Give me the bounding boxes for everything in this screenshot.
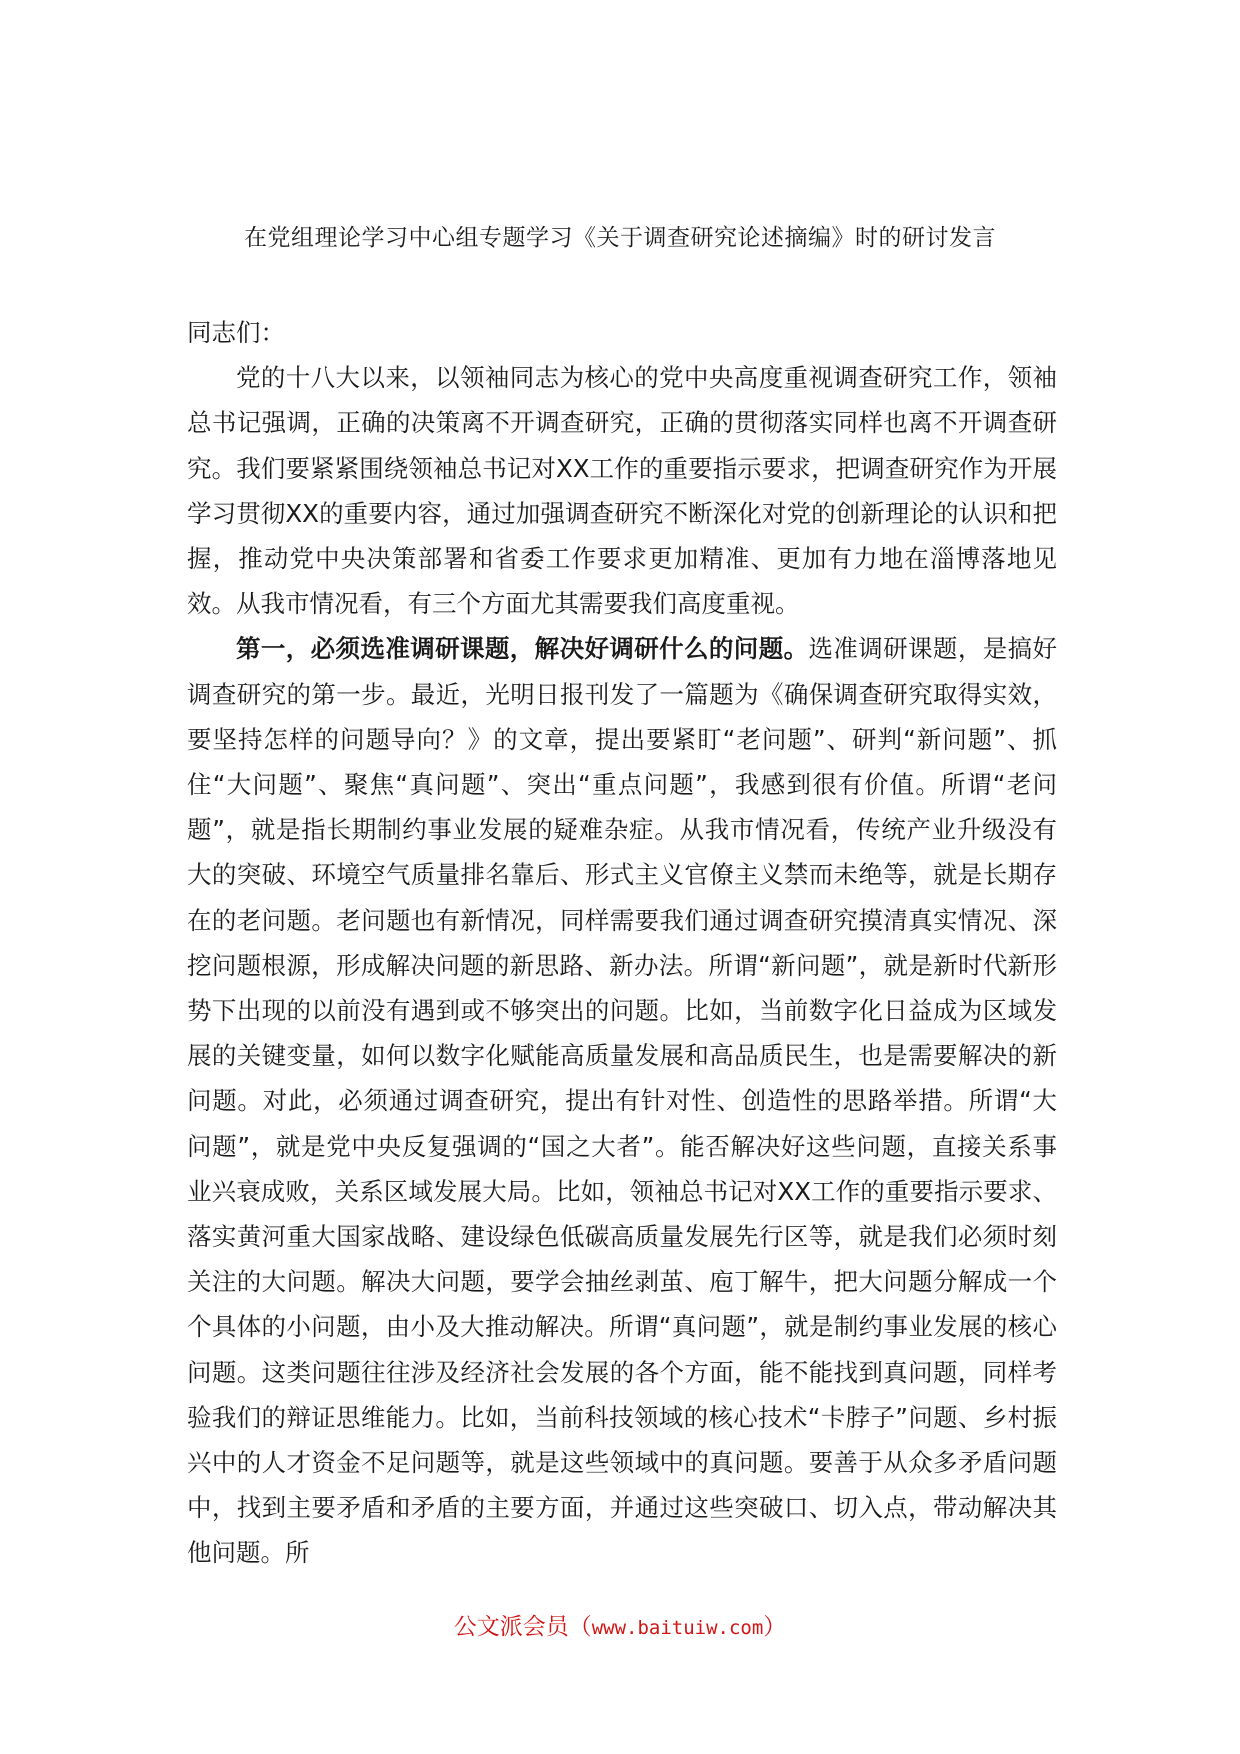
salutation: 同志们： [187,318,285,347]
footer-url: www.baituiw.com [591,1617,764,1639]
paragraph-intro: 党的十八大以来，以领袖同志为核心的党中央高度重视调查研究工作，领袖总书记强调，正确的决策离不开调查研究，正确的贯彻落实同样也离不开调查研究。我们要紧紧围绕领袖总书记对XX工作的重要指示要求，把调查研究作为开展学习贯彻XX的重要内容，通过加强调查研究不断深化对党的创新理论的认识和把握，推动党中央决策部署和省委工作要求更加精准、更加有力地在淄博落地见效。从我市情况看，有三个方面尤其需要我们高度重视。 [187,363,1057,619]
paragraph-first-point [187,626,1057,1575]
paragraph-first-point-body: 选准调研课题，是搞好调查研究的第一步。最近，光明日报刊发了一篇题为《确保调查研究取得实效，要坚持怎样的问题导向？》的文章，提出要紧盯“老问题”、研判“新问题”、抓住“大问题”、聚焦“真问题”、突出“重点问题”，我感到很有价值。所谓“老问题”，就是指长期制约事业发展的疑难杂症。从我市情况看，传统产业升级没有大的突破、环境空气质量排名靠后、形式主义官僚主义禁而未绝等，就是长期存在的老问题。老问题也有新情况，同样需要我们通过调查研究摸清真实情况、深挖问题根源，形成解决问题的新思路、新办法。所谓“新问题”，就是新时代新形势下出现的以前没有遇到或不够突出的问题。比如，当前数字化日益成为区域发展的关键变量，如何以数字化赋能高质量发展和高品质民生，也是需要解决的新问题。对此，必须通过调查研究，提出有针对性、创造性的思路举措。所谓“大问题”，就是党中央反复强调的“国之大者”。能否解决好这些问题，直接关系事业兴衰成败，关系区域发展大局。比如，领袖总书记对XX工作的重要指示要求、落实黄河重大国家战略、建设绿色低碳高质量发展先行区等，就是我们必须时刻关注的大问题。解决大问题，要学会抽丝剥茧、庖丁解牛，把大问题分解成一个个具体的小问题，由小及大推动解决。所谓“真问题”，就是制约事业发展的核心问题。这类问题往往涉及经济社会发展的各个方面，能不能找到真问题，同样考验我们的辩证思维能力。比如，当前科技领域的核心技术“卡脖子”问题、乡村振兴中的人才资金不足问题等，就是这些领域中的真问题。要善于从众多矛盾问题中，找到主要矛盾和矛盾的主要方面，并通过这些突破口、切入点，带动解决其他问题。所 [187,634,1057,1568]
document-title: 在党组理论学习中心组专题学习《关于调查研究论述摘编》时的研讨发言 [244,225,996,251]
document-body [187,310,1057,1576]
footer-watermark [0,1612,1240,1643]
footer-brand: 公文派会员（ [453,1614,592,1640]
paragraph-first-point-heading: 第一，必须选准调研课题，解决好调研什么的问题。 [236,634,809,664]
footer-close: ） [763,1614,787,1640]
